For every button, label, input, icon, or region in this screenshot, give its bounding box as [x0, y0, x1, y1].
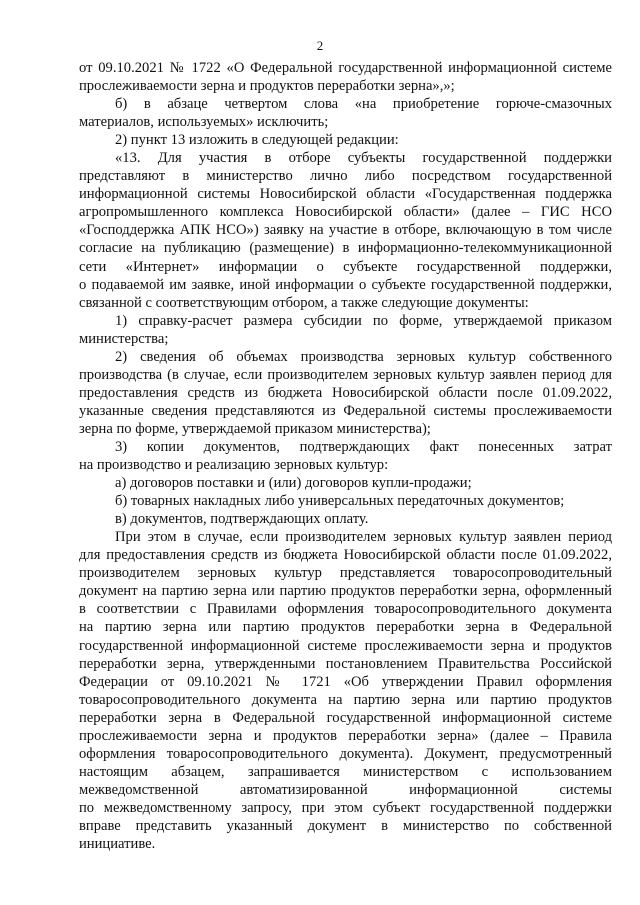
text-line: указанные сведения представляются из Федеральной системы прослеживаемости [79, 402, 612, 419]
document-body [79, 59, 612, 853]
page-number: 2 [316, 38, 324, 53]
text-line: инициативе. [79, 836, 156, 853]
text-line: б) товарных накладных либо универсальных передаточных документов; [115, 493, 565, 510]
text-line: производителем зерновых культур представляется товаросопроводительный [79, 565, 612, 582]
text-line: документ на партию зерна или партию продуктов переработки зерна, оформленный [79, 583, 612, 600]
text-line: министерства; [79, 330, 169, 347]
text-line: государственной информационной системе прослеживаемости зерна и продуктов [79, 637, 612, 654]
text-line: согласие на публикацию (размещение) в информационно-телекоммуникационной [79, 240, 612, 257]
text-line: производства (в случае, если производителем зерновых культур заявлен период для [79, 366, 612, 383]
text-line: межведомственной автоматизированной информационной системы [79, 781, 612, 798]
text-line: переработки зерна, утвержденными постановлением Правительства Российской [79, 655, 612, 672]
text-line: в соответствии с Правилами оформления товаросопроводительного документа [79, 601, 612, 618]
text-line: на партию зерна или партию продуктов переработки зерна в Федеральной [79, 619, 612, 636]
text-line: связанной с соответствующим отбором, а также следующие документы: [79, 294, 529, 311]
text-line: 2) сведения об объемах производства зерновых культур собственного [115, 348, 612, 365]
text-line: по межведомственному запросу, при этом субъект государственной поддержки [79, 799, 612, 816]
text-line: предоставления средств из бюджета Новосибирской области после 01.09.2022, [79, 384, 612, 401]
text-line: о подаваемой им заявке, иной информации о субъекте государственной поддержки, [79, 276, 612, 293]
text-line: Федерации от 09.10.2021 № 1721 «Об утверждении Правил оформления [79, 673, 612, 690]
text-line: агропромышленного комплекса Новосибирской области» (далее – ГИС НСО [79, 204, 612, 221]
text-line: 2) пункт 13 изложить в следующей редакции: [115, 132, 399, 149]
text-line: При этом в случае, если производителем зерновых культур заявлен период [115, 529, 612, 546]
text-line: сети «Интернет» информации о субъекте государственной поддержки, [79, 258, 612, 275]
text-line: настоящим абзацем, запрашивается министерством с использованием [79, 763, 612, 780]
text-line: переработки зерна в Федеральной государственной информационной системе [79, 709, 612, 726]
text-line: в) документов, подтверждающих оплату. [115, 511, 369, 528]
text-line: «13. Для участия в отборе субъекты государственной поддержки [115, 150, 612, 167]
text-line: прослеживаемости зерна и продуктов переработки зерна» (далее – Правила [79, 727, 612, 744]
text-line: информационной системы Новосибирской области «Государственная поддержка [79, 186, 612, 203]
text-line: товаросопроводительного документа на партию зерна или партию продуктов [79, 691, 612, 708]
text-line: б) в абзаце четвертом слова «на приобретение горюче-смазочных [115, 96, 612, 113]
text-line: оформления товаросопроводительного документа). Документ, предусмотренный [79, 745, 612, 762]
text-line: «Господдержка АПК НСО») заявку на участие в отборе, включающую в том числе [79, 222, 612, 239]
text-line: материалов, используемых» исключить; [79, 114, 329, 131]
text-line: вправе представить указанный документ в министерство по собственной [79, 817, 612, 834]
text-line: представляют в министерство лично либо посредством государственной [79, 168, 612, 185]
text-line: а) договоров поставки и (или) договоров купли-продажи; [115, 475, 472, 492]
text-line: прослеживаемости зерна и продуктов переработки зерна»,»; [79, 78, 455, 95]
text-line: для предоставления средств из бюджета Новосибирской области после 01.09.2022, [79, 547, 612, 564]
text-line: зерна по форме, утверждаемой приказом министерства); [79, 420, 431, 437]
text-line: 3) копии документов, подтверждающих факт понесенных затрат [115, 438, 612, 455]
text-line: 1) справку-расчет размера субсидии по форме, утверждаемой приказом [115, 312, 612, 329]
text-line: на производство и реализацию зерновых культур: [79, 457, 389, 474]
text-line: от 09.10.2021 № 1722 «О Федеральной государственной информационной системе [79, 60, 612, 76]
